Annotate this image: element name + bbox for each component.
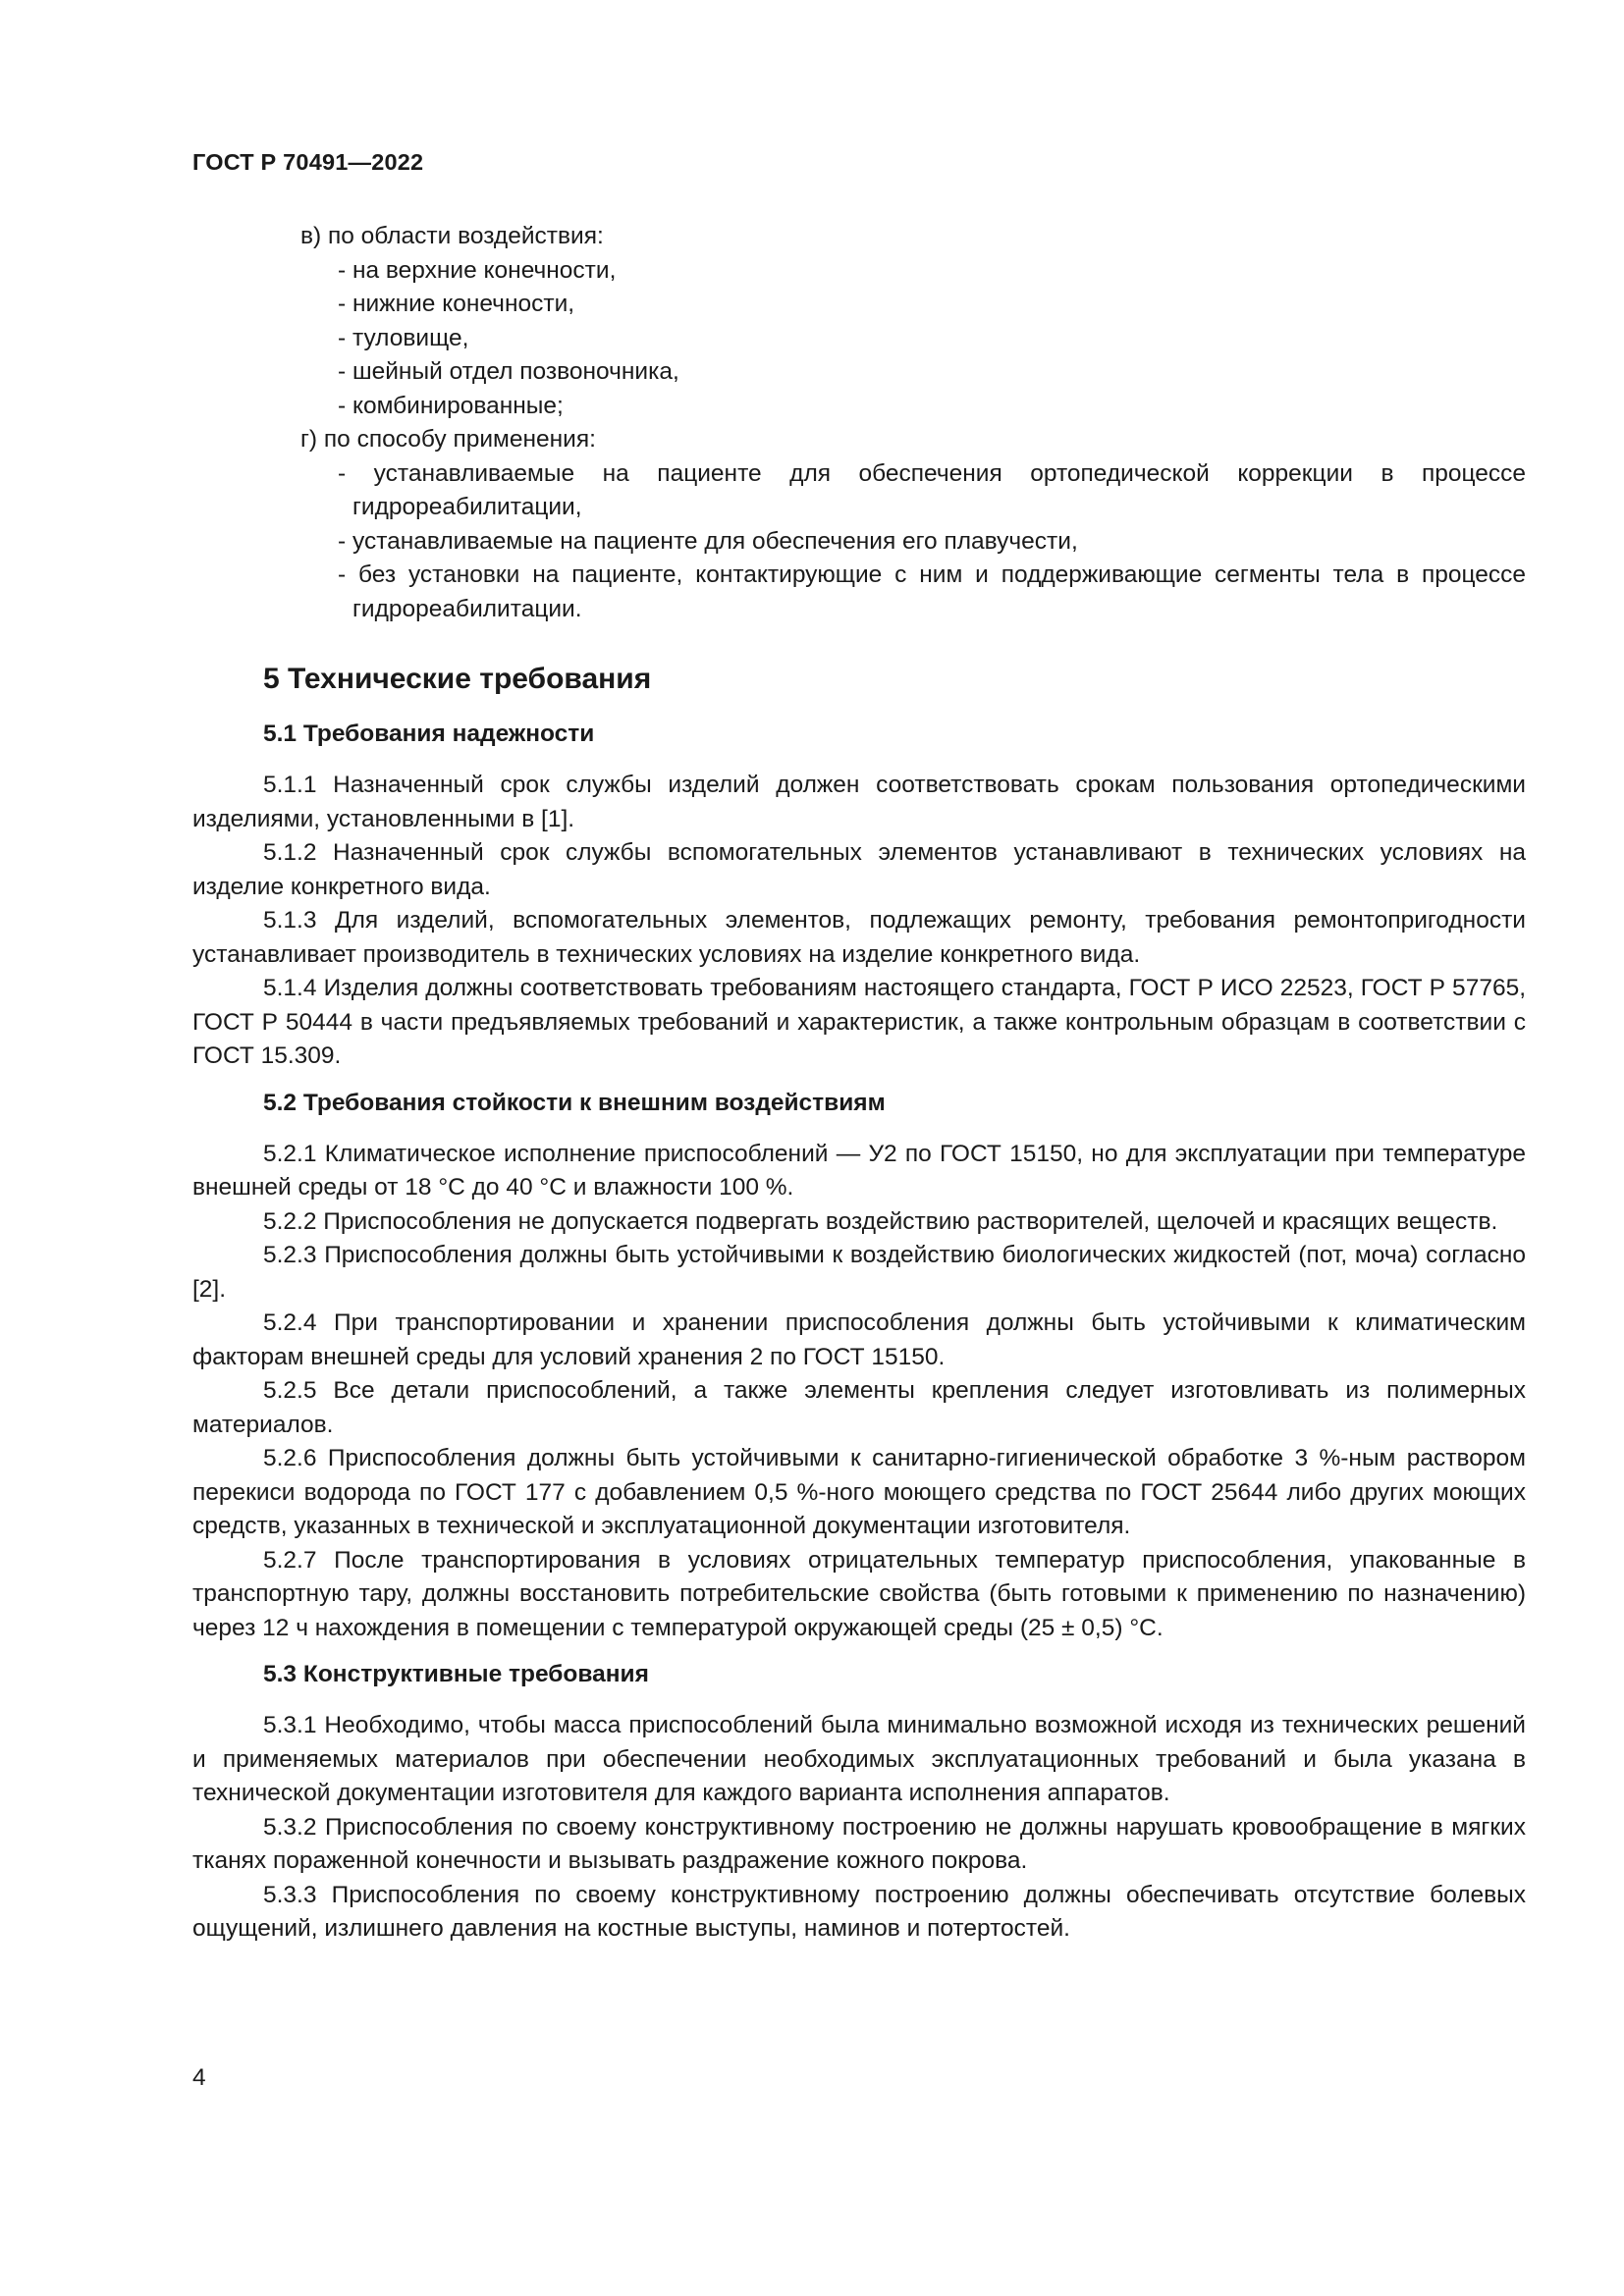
list-item: - комбинированные; (338, 392, 564, 419)
list-item: - устанавливаемые на пациенте для обеспечения ортопедической коррекции в процессе гидрореабилитации, (338, 459, 1526, 520)
paragraph: 5.3.2 Приспособления по своему конструктивному построению не должны нарушать кровообращение в мягких тканях пораженной конечности и вызывать раздражение кожного покрова. (192, 1813, 1526, 1874)
list-item: - шейный отдел позвоночника, (338, 358, 679, 385)
list-item: - туловище, (338, 324, 469, 351)
paragraph: 5.2.7 После транспортирования в условиях отрицательных температур приспособления, упакованные в транспортную тару, должны восстановить потребительские свойства (быть готовыми к применению по назначению) через 12 ч нахождения в помещении с температурой окружающей среды (25 ± 0,5) °С. (192, 1546, 1526, 1641)
section-title: 5 Технические требования (263, 663, 652, 695)
paragraph: 5.2.4 При транспортировании и хранении приспособления должны быть устойчивыми к климатическим факторам внешней среды для условий хранения 2 по ГОСТ 15150. (192, 1309, 1526, 1370)
classification-list-c (192, 220, 1526, 423)
list-item: - устанавливаемые на пациенте для обеспечения его плавучести, (338, 527, 1078, 555)
subsection-title: 5.3 Конструктивные требования (263, 1661, 649, 1687)
paragraph: 5.2.2 Приспособления не допускается подвергать воздействию растворителей, щелочей и красящих веществ. (263, 1207, 1498, 1235)
paragraph: 5.2.5 Все детали приспособлений, а также элементы крепления следует изготовливать из полимерных материалов. (192, 1377, 1526, 1438)
paragraph: 5.1.2 Назначенный срок службы вспомогательных элементов устанавливают в технических условиях на изделие конкретного вида. (192, 839, 1526, 900)
list-title: в) по области воздействия: (300, 223, 604, 249)
document-body (192, 220, 1526, 1947)
paragraph: 5.3.3 Приспособления по своему конструктивному построению должны обеспечивать отсутствие болевых ощущений, излишнего давления на костные выступы, наминов и потертостей. (192, 1881, 1526, 1942)
page-number: 4 (192, 2064, 206, 2091)
list-item: - на верхние конечности, (338, 256, 617, 284)
subsection-title: 5.1 Требования надежности (263, 721, 595, 747)
classification-list-d (192, 423, 1526, 626)
list-item: - без установки на пациенте, контактирующие с ним и поддерживающие сегменты тела в процессе гидрореабилитации. (338, 561, 1526, 622)
paragraph: 5.2.1 Климатическое исполнение приспособлений — У2 по ГОСТ 15150, но для эксплуатации при температуре внешней среды от 18 °С до 40 °С и влажности 100 %. (192, 1140, 1526, 1201)
paragraph: 5.3.1 Необходимо, чтобы масса приспособлений была минимально возможной исходя из технических решений и применяемых материалов при обеспечении необходимых эксплуатационных требований и была указана в технической документации изготовителя для каждого варианта исполнения аппаратов. (192, 1712, 1526, 1806)
document-header: ГОСТ Р 70491—2022 (192, 149, 424, 175)
paragraph: 5.1.1 Назначенный срок службы изделий должен соответствовать срокам пользования ортопедическими изделиями, установленными в [1]. (192, 772, 1526, 832)
paragraph: 5.1.3 Для изделий, вспомогательных элементов, подлежащих ремонту, требования ремонтопригодности устанавливает производитель в технических условиях на изделие конкретного вида. (192, 907, 1526, 968)
paragraph: 5.1.4 Изделия должны соответствовать требованиям настоящего стандарта, ГОСТ Р ИСО 22523, ГОСТ Р 57765, ГОСТ Р 50444 в части предъявляемых требований и характеристик, а также контрольным образцам в соответствии с ГОСТ 15.309. (192, 975, 1526, 1069)
list-title: г) по способу применения: (300, 426, 596, 453)
paragraph: 5.2.3 Приспособления должны быть устойчивыми к воздействию биологических жидкостей (пот, моча) согласно [2]. (192, 1242, 1526, 1303)
subsection-title: 5.2 Требования стойкости к внешним воздействиям (263, 1089, 886, 1116)
paragraph: 5.2.6 Приспособления должны быть устойчивыми к санитарно-гигиенической обработке 3 %-ным раствором перекиси водорода по ГОСТ 177 с добавлением 0,5 %-ного моющего средства по ГОСТ 25644 либо других моющих средств, указанных в технической и эксплуатационной документации изготовителя. (192, 1445, 1526, 1539)
list-item: - нижние конечности, (338, 291, 575, 317)
